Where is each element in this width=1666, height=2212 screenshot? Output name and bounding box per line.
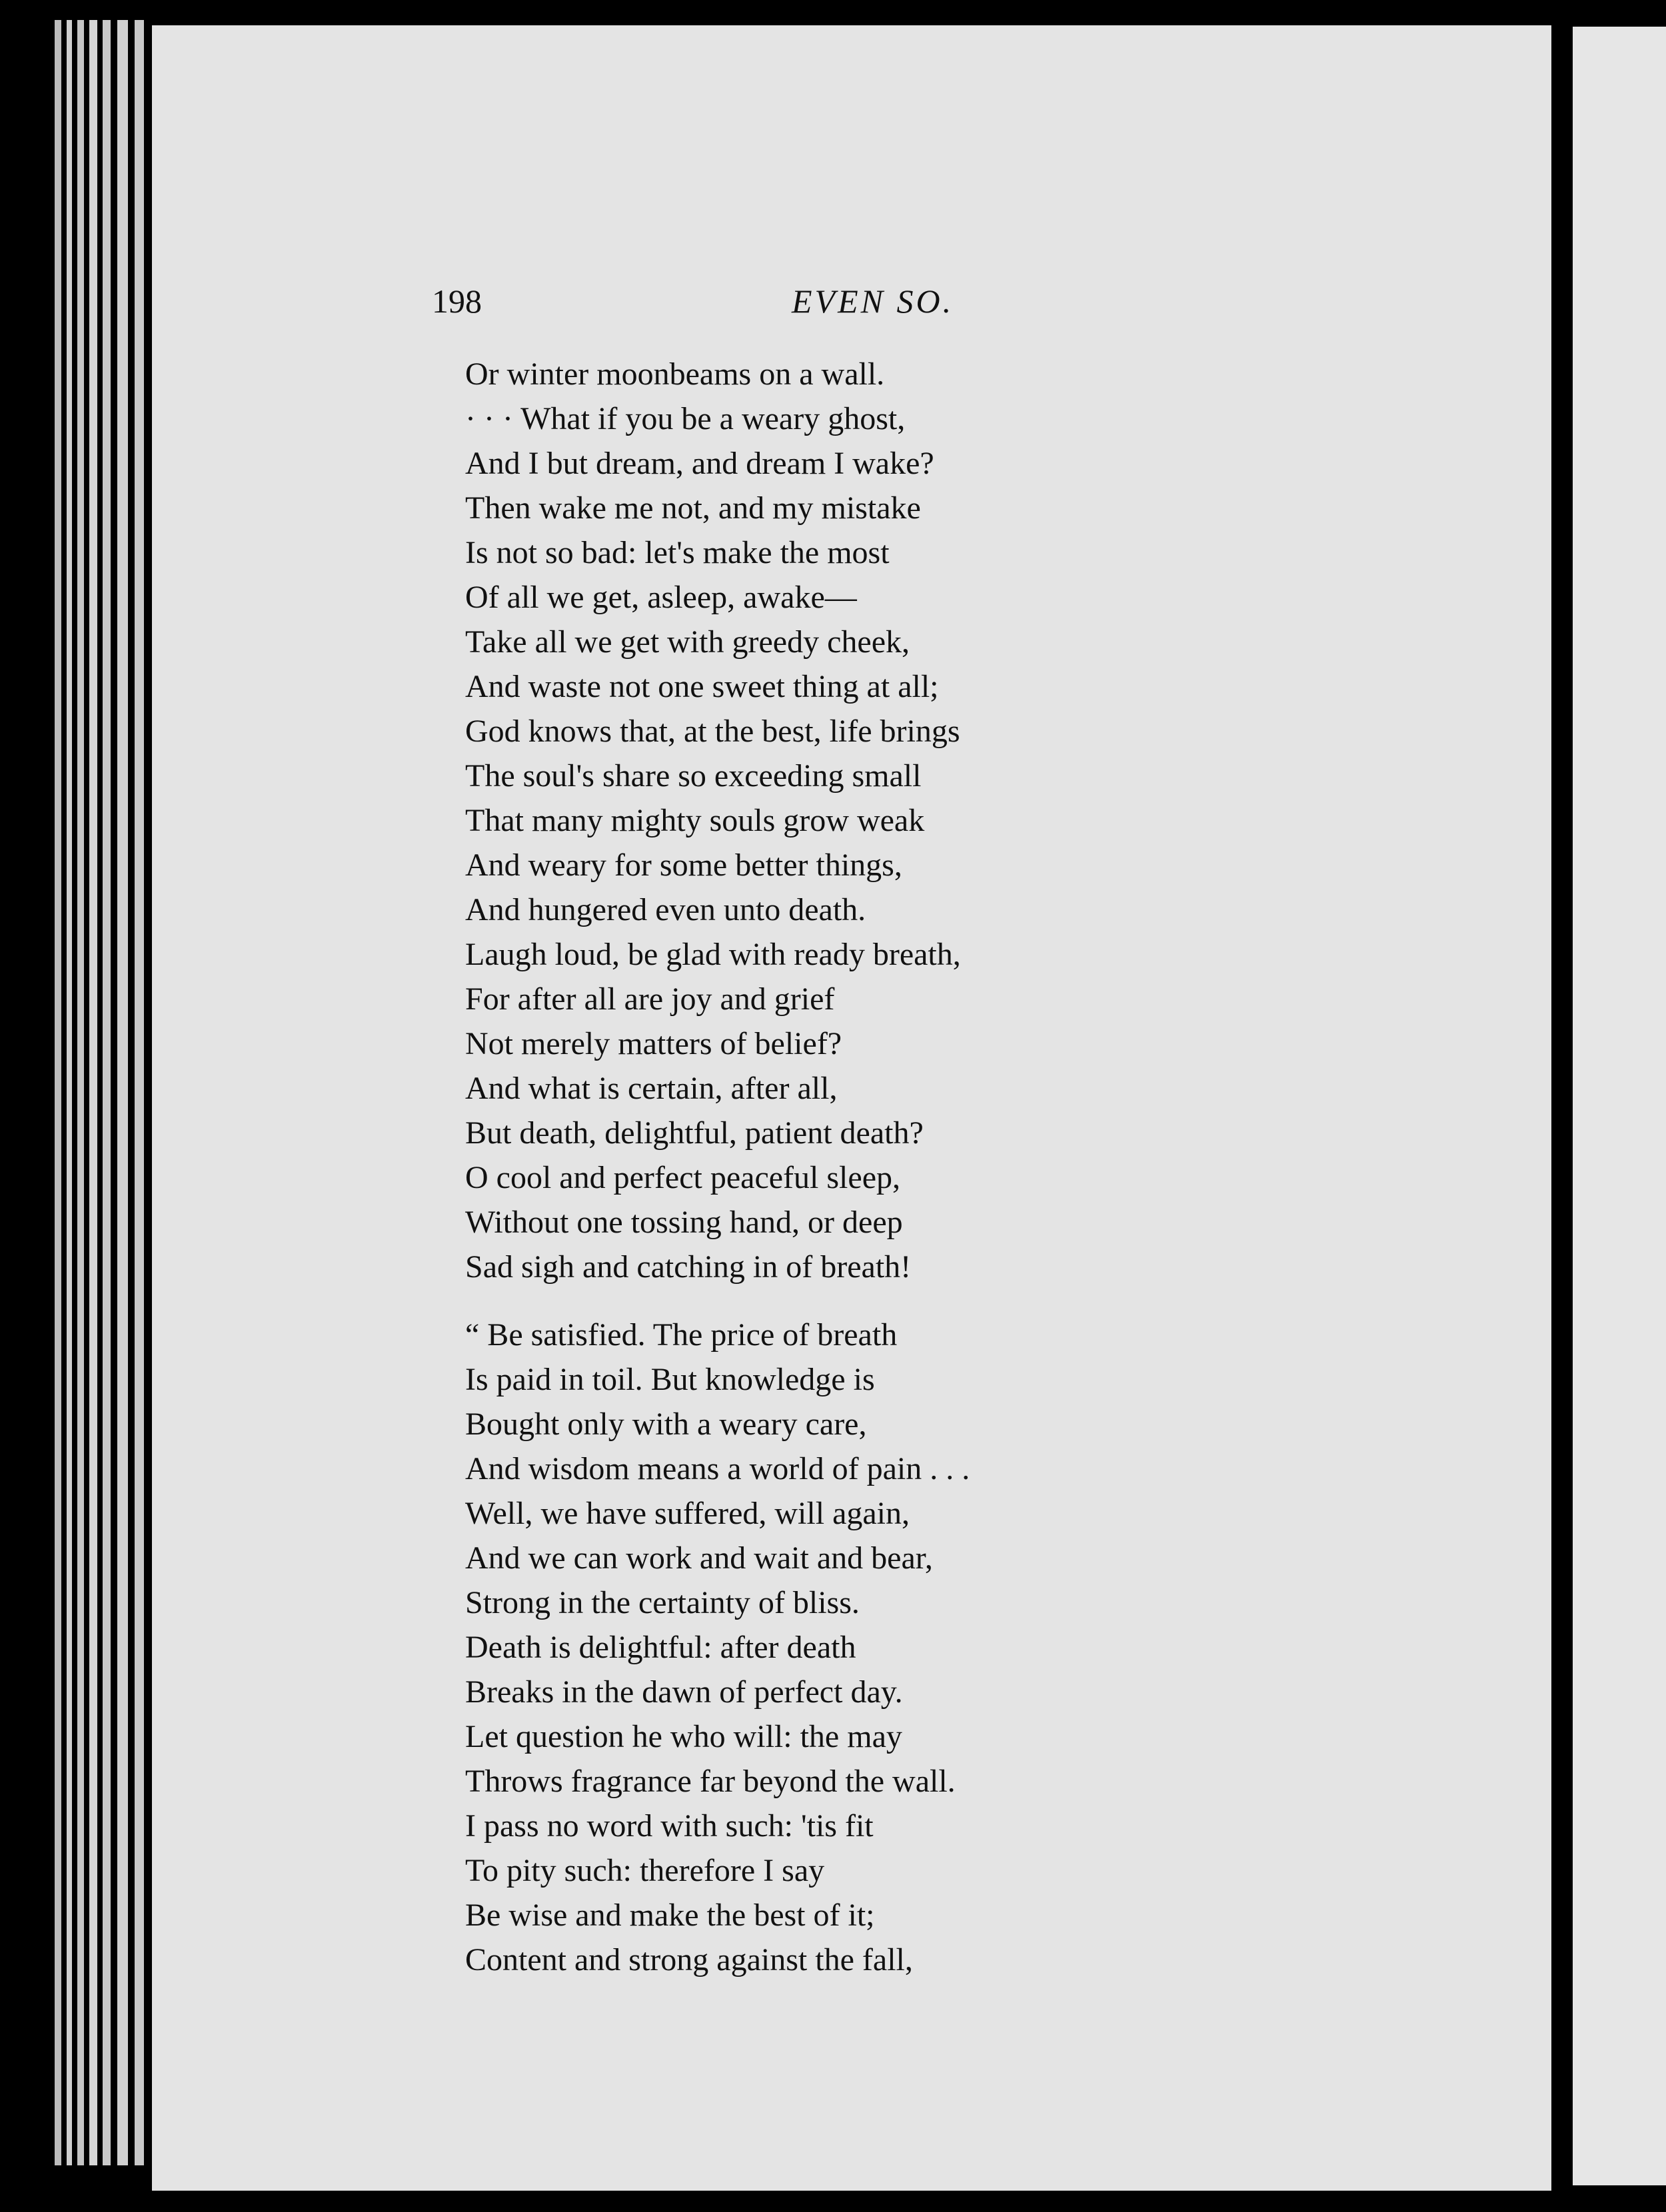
- page-edge: [89, 20, 97, 2165]
- page-edge: [135, 20, 144, 2165]
- verse-line: O cool and perfect peaceful sleep,: [465, 1160, 900, 1195]
- verse-line: Laugh loud, be glad with ready breath,: [465, 937, 961, 972]
- verse-line: Not merely matters of belief?: [465, 1026, 842, 1061]
- verse-line: “ Be satisfied. The price of breath: [465, 1317, 898, 1353]
- verse-line: I pass no word with such: 'tis fit: [465, 1808, 874, 1844]
- verse-line: Be wise and make the best of it;: [465, 1898, 875, 1933]
- verse-line: And wisdom means a world of pain . . .: [465, 1451, 970, 1486]
- verse-line: And what is certain, after all,: [465, 1071, 838, 1106]
- verse-line: Is paid in toil. But knowledge is: [465, 1362, 875, 1397]
- verse-line: Without one tossing hand, or deep: [465, 1205, 903, 1240]
- verse-line: Strong in the certainty of bliss.: [465, 1585, 860, 1620]
- verse-line: For after all are joy and grief: [465, 981, 835, 1017]
- page-edge: [117, 20, 128, 2165]
- verse-line: Bought only with a weary care,: [465, 1406, 867, 1442]
- verse-line: · · · What if you be a weary ghost,: [465, 401, 906, 436]
- verse-line: Is not so bad: let's make the most: [465, 535, 890, 570]
- verse-line: Of all we get, asleep, awake—: [465, 580, 857, 615]
- page-number: 198: [432, 282, 482, 320]
- verse-line: And I but dream, and dream I wake?: [465, 446, 934, 481]
- verse-line: The soul's share so exceeding small: [465, 758, 922, 794]
- page-edge: [77, 20, 84, 2165]
- verse-line: Breaks in the dawn of perfect day.: [465, 1674, 903, 1710]
- page-edge: [103, 20, 111, 2165]
- verse-line: Throws fragrance far beyond the wall.: [465, 1764, 956, 1799]
- stanza: [465, 352, 1398, 1289]
- verse-line: Well, we have suffered, will again,: [465, 1496, 910, 1531]
- verse-line: And weary for some better things,: [465, 847, 902, 883]
- page-edge: [67, 20, 72, 2165]
- verse-line: Let question he who will: the may: [465, 1719, 902, 1754]
- verse-line: And hungered even unto death.: [465, 892, 866, 927]
- book-page: [152, 25, 1551, 2191]
- verse-line: Then wake me not, and my mistake: [465, 490, 921, 526]
- gutter-shadow: [1557, 0, 1571, 2212]
- verse-line: Take all we get with greedy cheek,: [465, 624, 910, 660]
- verse-line: Death is delightful: after death: [465, 1630, 856, 1665]
- page-edge: [55, 20, 61, 2165]
- verse-line: But death, delightful, patient death?: [465, 1115, 924, 1151]
- stanza: [465, 1313, 1398, 1982]
- running-title: EVEN SO.: [792, 282, 954, 320]
- verse-line: Content and strong against the fall,: [465, 1942, 913, 1977]
- verse-line: And waste not one sweet thing at all;: [465, 669, 939, 704]
- verse-line: God knows that, at the best, life brings: [465, 714, 960, 749]
- verse-line: And we can work and wait and bear,: [465, 1540, 933, 1576]
- verse-line: To pity such: therefore I say: [465, 1853, 825, 1888]
- page-header: [152, 282, 1551, 335]
- verse-line: Sad sigh and catching in of breath!: [465, 1249, 912, 1285]
- verse-line: Or winter moonbeams on a wall.: [465, 356, 885, 392]
- verse-line: That many mighty souls grow weak: [465, 803, 925, 838]
- facing-page-edge: [1573, 27, 1666, 2185]
